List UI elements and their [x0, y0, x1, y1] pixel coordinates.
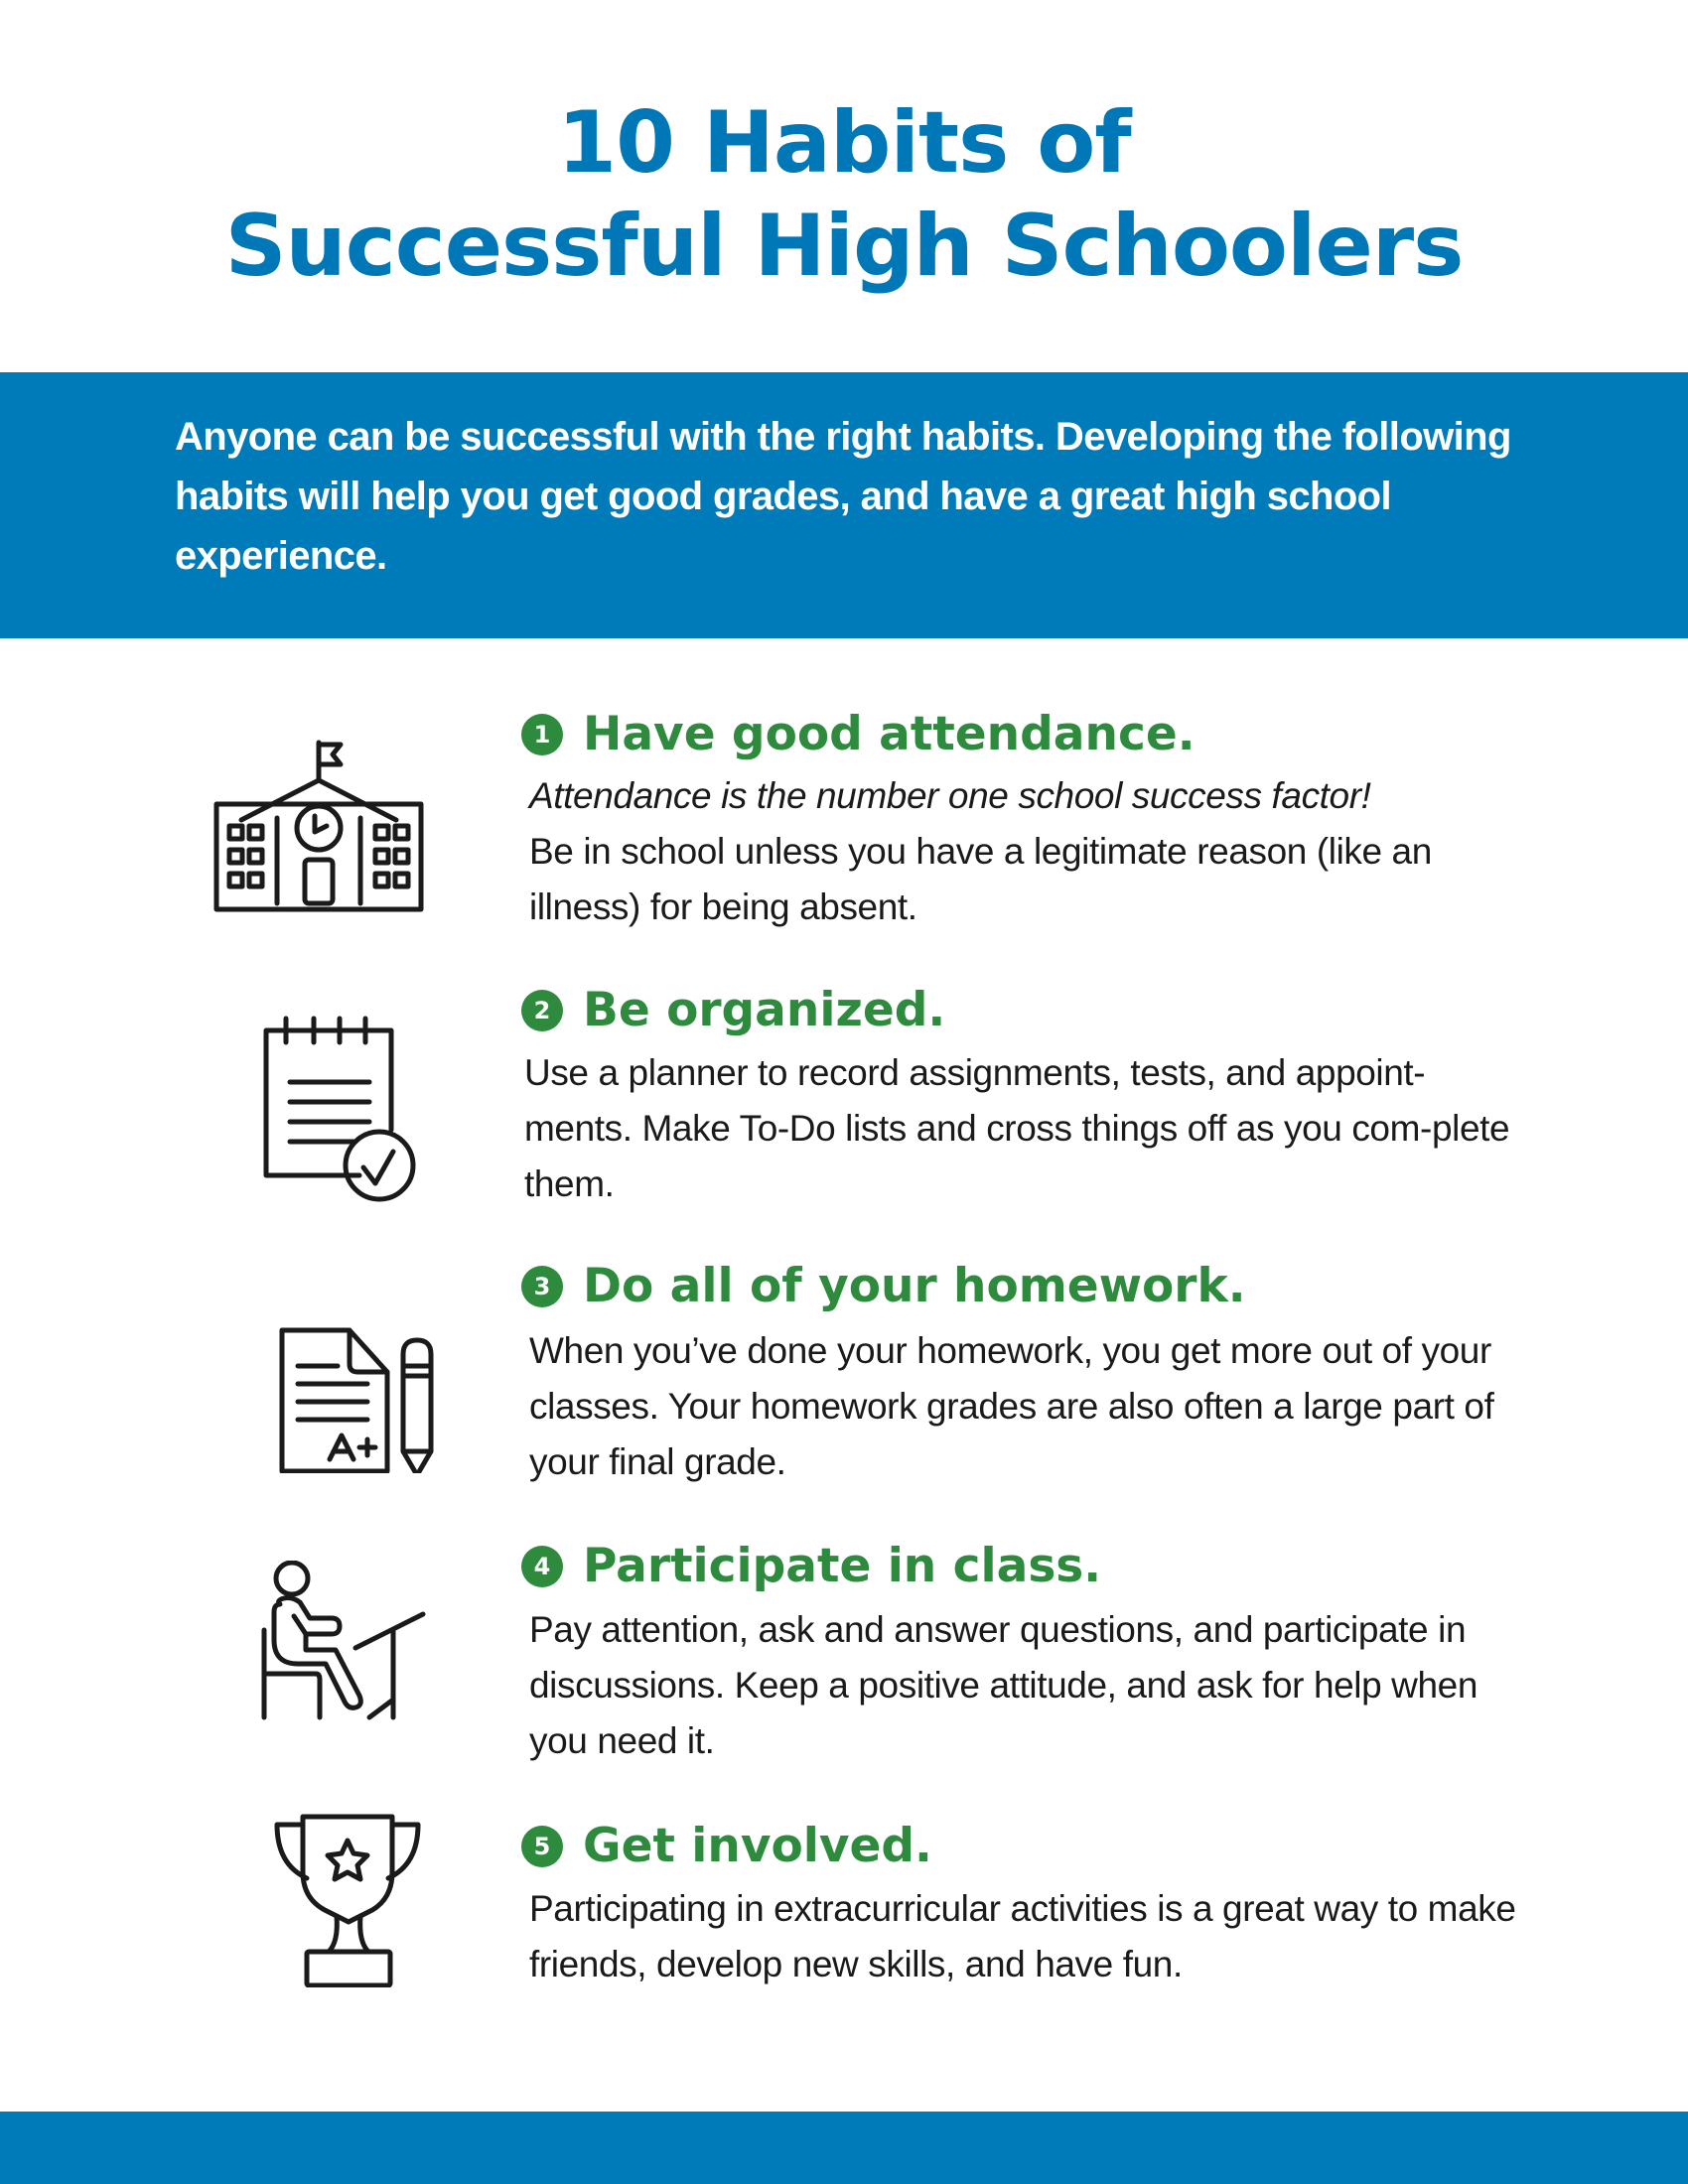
- habit-number-badge: 5: [521, 1826, 563, 1867]
- habit-number-badge: 3: [521, 1266, 563, 1307]
- habit-1-description: [529, 768, 1532, 935]
- habit-title: Do all of your homework.: [583, 1259, 1246, 1313]
- notepad-checkmark-icon: [260, 1013, 419, 1211]
- footer-band: [0, 2112, 1688, 2184]
- trophy-star-icon: [273, 1813, 422, 1987]
- habit-title: Be organized.: [583, 983, 946, 1037]
- habit-1-heading: [521, 705, 1196, 764]
- habit-3-heading: [521, 1257, 1246, 1316]
- habit-5-description: [529, 1881, 1532, 1992]
- habit-2-description: [524, 1045, 1527, 1212]
- habit-number-badge: 2: [521, 990, 563, 1031]
- habit-emphasis: Attendance is the number one school success factor!: [529, 775, 1371, 816]
- habit-2-heading: [521, 981, 945, 1040]
- page-title: [0, 91, 1688, 298]
- school-building-icon: [213, 735, 424, 913]
- habit-title: Have good attendance.: [583, 707, 1196, 761]
- habit-body-text: Use a planner to record assignments, tests, and appoint-ments. Make To-Do lists and cross things off as you com-plete them.: [524, 1052, 1510, 1204]
- intro-text: Anyone can be successful with the right habits. Developing the following habits will help you get good grades, and have a great high school experience.: [175, 415, 1511, 578]
- graded-paper-pencil-icon: [278, 1324, 437, 1473]
- habit-title: Participate in class.: [583, 1539, 1102, 1593]
- habit-5-heading: [521, 1817, 932, 1876]
- title-line-2: Successful High Schoolers: [224, 197, 1464, 296]
- habit-body-text: Pay attention, ask and answer questions, and participate in discussions. Keep a positive attitude, and ask for help when you need it.: [529, 1609, 1478, 1761]
- habit-title: Get involved.: [583, 1819, 932, 1873]
- title-line-1: 10 Habits of: [557, 93, 1131, 193]
- habit-body-text: Participating in extracurricular activities is a great way to make friends, develop new skills, and have fun.: [529, 1888, 1516, 1984]
- habit-4-heading: [521, 1537, 1101, 1596]
- student-at-desk-icon: [260, 1561, 429, 1729]
- habit-number-badge: 1: [521, 714, 563, 755]
- habit-number-badge: 4: [521, 1546, 563, 1587]
- habit-body-text: When you’ve done your homework, you get more out of your classes. Your homework grades are also often a large part of your final grade.: [529, 1330, 1494, 1482]
- habit-body-text: Be in school unless you have a legitimate reason (like an illness) for being absent.: [529, 831, 1432, 927]
- habit-4-description: [529, 1602, 1532, 1769]
- habit-3-description: [529, 1323, 1532, 1490]
